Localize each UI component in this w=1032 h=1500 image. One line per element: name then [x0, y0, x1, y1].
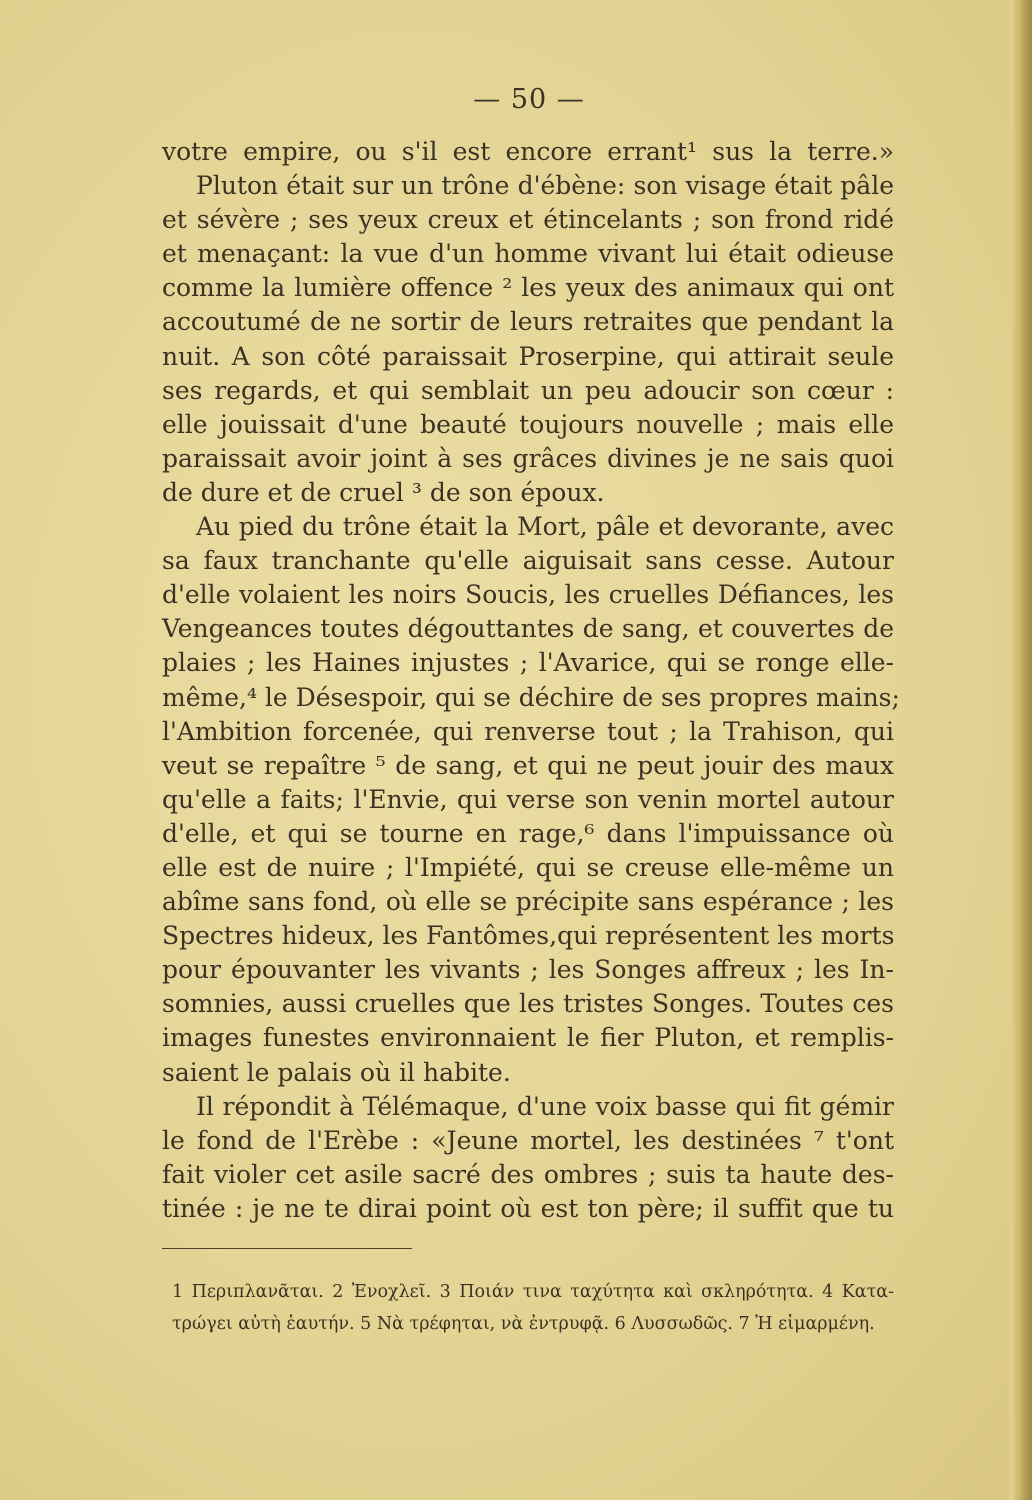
- text-line: Il répondit à Télémaque, d'une voix basse qui fit gémir: [196, 1091, 894, 1121]
- text-line: votre empire, ou s'il est encore errant¹ sus la terre.»: [162, 137, 894, 166]
- footnote-divider: [162, 1248, 412, 1249]
- text-line: d'elle volaient les noirs Soucis, les cruelles Défiances, les: [162, 580, 894, 610]
- text-line: images funestes environnaient le fier Pluton, et remplis-: [162, 1023, 894, 1053]
- page-number: — 50 —: [473, 84, 585, 115]
- text-line: elle jouissait d'une beauté toujours nouvelle ; mais elle: [162, 409, 894, 439]
- text-line: Au pied du trône était la Mort, pâle et devorante, avec: [196, 512, 894, 542]
- text-line: sa faux tranchante qu'elle aiguisait sans cesse. Autour: [162, 546, 894, 576]
- text-line: Vengeances toutes dégouttantes de sang, et couvertes de: [162, 614, 894, 644]
- text-line: l'Ambition forcenée, qui renverse tout ; la Trahison, qui: [162, 716, 894, 746]
- text-line: d'elle, et qui se tourne en rage,⁶ dans l'impuissance où: [162, 818, 894, 848]
- footnotes: [172, 1276, 894, 1340]
- text-line: ses regards, et qui semblait un peu adoucir son cœur :: [162, 375, 894, 405]
- book-spine-shadow: [1010, 0, 1032, 1500]
- text-line: elle est de nuire ; l'Impiété, qui se creuse elle-même un: [162, 852, 894, 882]
- text-line: comme la lumière offence ² les yeux des animaux qui ont: [162, 273, 894, 303]
- text-line: abîme sans fond, où elle se précipite sans espérance ; les: [162, 887, 894, 917]
- text-line: Spectres hideux, les Fantômes,qui représentent les morts: [162, 921, 895, 951]
- text-line: et menaçant: la vue d'un homme vivant lui était odieuse: [162, 239, 894, 269]
- text-line: somnies, aussi cruelles que les tristes Songes. Toutes ces: [162, 989, 894, 1019]
- text-line: Pluton était sur un trône d'ébène: son visage était pâle: [196, 171, 894, 201]
- body-text: [162, 135, 900, 1226]
- text-line: qu'elle a faits; l'Envie, qui verse son venin mortel autour: [162, 784, 894, 814]
- text-line: veut se repaître ⁵ de sang, et qui ne peut jouir des maux: [162, 750, 894, 780]
- text-line: saient le palais où il habite.: [162, 1057, 511, 1087]
- text-line: pour épouvanter les vivants ; les Songes affreux ; les In-: [162, 955, 894, 985]
- text-line: le fond de l'Erèbe : «Jeune mortel, les destinées ⁷ t'ont: [162, 1125, 894, 1155]
- text-line: tinée : je ne te dirai point où est ton père; il suffit que tu: [162, 1193, 894, 1223]
- text-line: accoutumé de ne sortir de leurs retraites que pendant la: [162, 307, 894, 337]
- text-line: de dure et de cruel ³ de son époux.: [162, 477, 605, 507]
- text-line: nuit. A son côté paraissait Proserpine, qui attirait seule: [162, 341, 894, 371]
- text-line: paraissait avoir joint à ses grâces divines je ne sais quoi: [162, 443, 894, 473]
- footnote-line: τρώγει αὐτὴ ἑαυτήν. 5 Νὰ τρέφηται, νὰ ἐντρυφᾷ. 6 Λυσσωδῶς. 7 Ἡ εἱμαρμένη.: [172, 1314, 875, 1334]
- text-line: même,⁴ le Désespoir, qui se déchire de ses propres mains;: [162, 682, 900, 712]
- footnote-line: 1 Περιπλανᾶται. 2 Ἐνοχλεῖ. 3 Ποιάν τινα ταχύτητα καὶ σκληρότητα. 4 Κατα-: [172, 1282, 894, 1302]
- text-line: plaies ; les Haines injustes ; l'Avarice, qui se ronge elle-: [162, 648, 894, 678]
- text-line: fait violer cet asile sacré des ombres ; suis ta haute des-: [162, 1159, 894, 1189]
- text-line: et sévère ; ses yeux creux et étincelants ; son frond ridé: [162, 205, 894, 235]
